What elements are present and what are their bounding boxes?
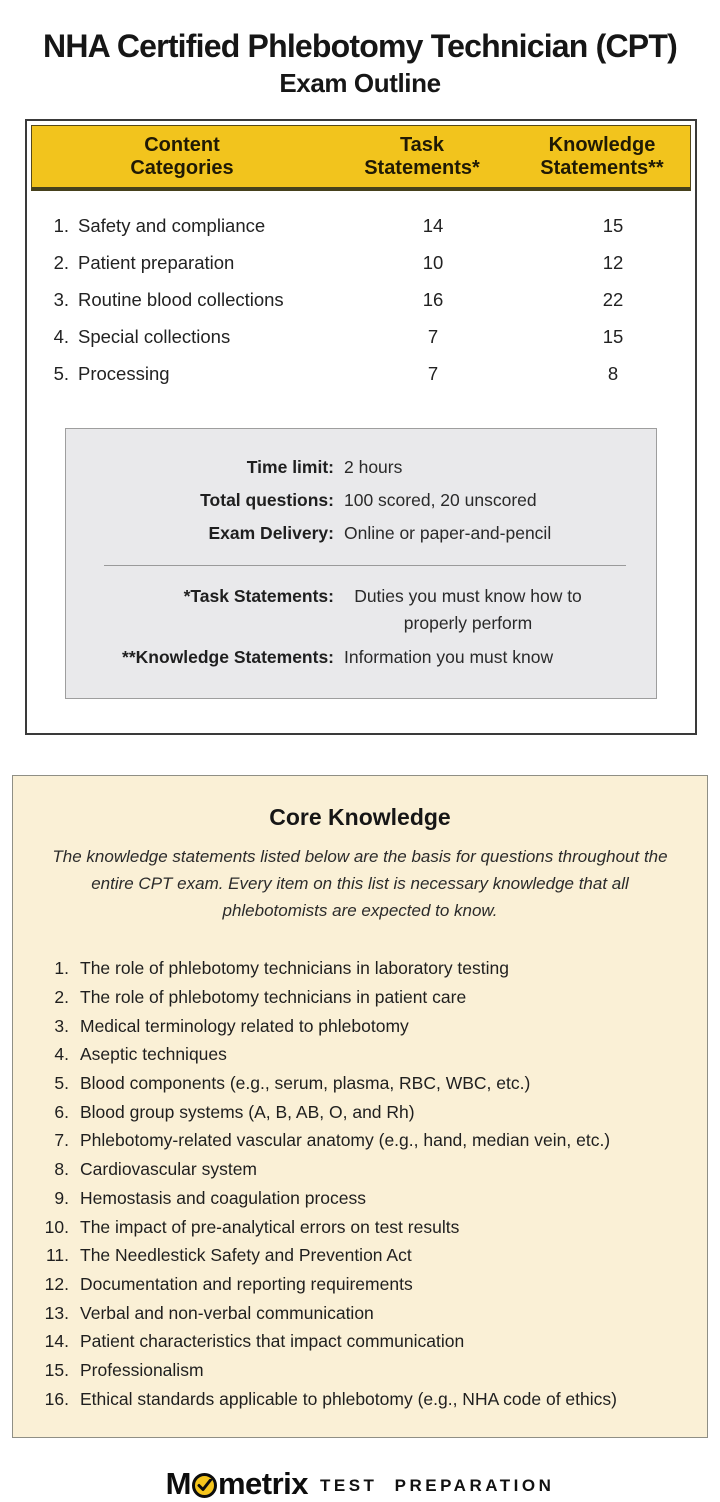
category-cell bbox=[43, 363, 343, 385]
footnote-row bbox=[66, 644, 656, 671]
item-number: 13. bbox=[44, 1302, 69, 1323]
column-header-label: Task Statements* bbox=[364, 133, 480, 179]
item-text: Patient characteristics that impact communication bbox=[80, 1331, 465, 1352]
list-item bbox=[13, 1299, 707, 1328]
category-label: Safety and compliance bbox=[78, 214, 266, 236]
footnote-label: **Knowledge Statements: bbox=[122, 647, 334, 668]
item-number: 4. bbox=[54, 1044, 69, 1065]
fact-row bbox=[66, 517, 656, 550]
list-item bbox=[13, 1385, 707, 1414]
item-text: Professionalism bbox=[80, 1360, 204, 1381]
footnote-value: Duties you must know how to properly perform bbox=[354, 586, 582, 634]
item-number: 11. bbox=[45, 1245, 69, 1266]
item-number: 16. bbox=[44, 1388, 69, 1409]
knowledge-count: 12 bbox=[602, 251, 624, 273]
mometrix-logo bbox=[0, 1466, 720, 1502]
footnote-row bbox=[66, 583, 656, 637]
exam-outline-table bbox=[25, 119, 697, 735]
list-item bbox=[13, 1012, 707, 1041]
item-text: Blood group systems (A, B, AB, O, and Rh) bbox=[80, 1101, 415, 1122]
category-cell bbox=[43, 252, 343, 274]
knowledge-count: 15 bbox=[602, 214, 624, 236]
fact-value: 2 hours bbox=[344, 457, 403, 478]
column-header-knowledge-statements bbox=[512, 134, 692, 180]
task-count: 7 bbox=[427, 325, 439, 347]
category-cell bbox=[43, 326, 343, 348]
column-header-label: Content Categories bbox=[130, 133, 234, 179]
table-row bbox=[27, 318, 695, 355]
table-body bbox=[27, 191, 695, 402]
page-header bbox=[0, 0, 720, 99]
item-number: 1. bbox=[54, 958, 69, 979]
list-item bbox=[13, 954, 707, 983]
brand-rest: metrix bbox=[217, 1466, 308, 1502]
category-cell bbox=[43, 215, 343, 237]
fact-value: 100 scored, 20 unscored bbox=[344, 490, 537, 511]
list-item bbox=[13, 1356, 707, 1385]
row-number: 1. bbox=[53, 214, 69, 236]
knowledge-count: 8 bbox=[607, 362, 619, 384]
list-item bbox=[13, 1184, 707, 1213]
item-text: Cardiovascular system bbox=[80, 1159, 257, 1180]
item-number: 14. bbox=[44, 1331, 69, 1352]
brand-m: M bbox=[165, 1466, 191, 1502]
fact-label: Total questions: bbox=[200, 490, 334, 511]
table-row bbox=[27, 281, 695, 318]
row-number: 4. bbox=[53, 325, 69, 347]
column-header-content-categories bbox=[32, 134, 332, 180]
brand-wordmark bbox=[166, 1466, 308, 1502]
task-count: 7 bbox=[427, 362, 439, 384]
item-text: Aseptic techniques bbox=[80, 1044, 227, 1065]
brand-tagline: TEST PREPARATION bbox=[319, 1475, 555, 1495]
divider bbox=[104, 565, 626, 566]
item-number: 12. bbox=[44, 1273, 69, 1294]
footnote-value: Information you must know bbox=[344, 647, 554, 668]
column-header-task-statements bbox=[332, 134, 512, 180]
fact-label: Time limit: bbox=[246, 457, 334, 478]
knowledge-count: 15 bbox=[602, 325, 624, 347]
row-number: 2. bbox=[53, 251, 69, 273]
item-number: 6. bbox=[54, 1101, 69, 1122]
page-title: NHA Certified Phlebotomy Technician (CPT) bbox=[43, 28, 677, 64]
item-text: Documentation and reporting requirements bbox=[80, 1273, 413, 1294]
fact-row bbox=[66, 484, 656, 517]
table-row bbox=[27, 244, 695, 281]
item-text: Blood components (e.g., serum, plasma, RBC, WBC, etc.) bbox=[80, 1073, 531, 1093]
core-knowledge-section bbox=[12, 775, 708, 1438]
list-item bbox=[13, 983, 707, 1012]
item-number: 5. bbox=[54, 1073, 69, 1093]
knowledge-count: 22 bbox=[602, 288, 624, 310]
item-text: The Needlestick Safety and Prevention Act bbox=[80, 1245, 412, 1266]
core-knowledge-title: Core Knowledge bbox=[269, 804, 451, 831]
row-number: 5. bbox=[53, 362, 69, 384]
fact-value: Online or paper-and-pencil bbox=[344, 523, 552, 544]
item-text: The impact of pre-analytical errors on test results bbox=[80, 1216, 460, 1237]
exam-facts-box bbox=[65, 428, 657, 699]
category-cell bbox=[43, 289, 343, 311]
category-label: Special collections bbox=[78, 325, 231, 347]
fact-row bbox=[66, 451, 656, 484]
item-text: The role of phlebotomy technicians in patient care bbox=[80, 986, 467, 1007]
fact-label: Exam Delivery: bbox=[208, 523, 334, 544]
item-number: 8. bbox=[54, 1159, 69, 1180]
list-item bbox=[13, 1213, 707, 1242]
table-header-row bbox=[31, 125, 691, 191]
task-count: 10 bbox=[422, 251, 444, 273]
column-header-label: Knowledge Statements** bbox=[540, 133, 664, 179]
item-text: Hemostasis and coagulation process bbox=[80, 1187, 366, 1208]
page-subtitle: Exam Outline bbox=[279, 68, 441, 98]
footnote-label: *Task Statements: bbox=[183, 586, 334, 607]
item-number: 15. bbox=[44, 1360, 69, 1381]
core-knowledge-list bbox=[13, 954, 707, 1413]
item-number: 3. bbox=[54, 1015, 69, 1036]
list-item bbox=[13, 1040, 707, 1069]
item-number: 9. bbox=[54, 1187, 69, 1208]
list-item bbox=[13, 1126, 707, 1155]
table-row bbox=[27, 207, 695, 244]
row-number: 3. bbox=[53, 288, 69, 310]
list-item bbox=[13, 1327, 707, 1356]
list-item bbox=[13, 1270, 707, 1299]
list-item bbox=[13, 1241, 707, 1270]
category-label: Processing bbox=[78, 362, 170, 384]
item-text: Medical terminology related to phlebotomy bbox=[80, 1015, 409, 1036]
list-item bbox=[13, 1098, 707, 1127]
task-count: 14 bbox=[422, 214, 444, 236]
item-number: 10. bbox=[44, 1216, 69, 1237]
category-label: Patient preparation bbox=[78, 251, 235, 273]
task-count: 16 bbox=[422, 288, 444, 310]
item-text: Ethical standards applicable to phlebotomy (e.g., NHA code of ethics) bbox=[80, 1388, 617, 1409]
core-knowledge-intro: The knowledge statements listed below are the basis for questions throughout the entire CPT exam. Every item on this list is necessary knowledge that all phlebotomists are expected to know. bbox=[52, 847, 668, 921]
item-number: 2. bbox=[54, 986, 69, 1007]
item-text: Verbal and non-verbal communication bbox=[80, 1302, 374, 1323]
category-label: Routine blood collections bbox=[78, 288, 284, 310]
item-text: The role of phlebotomy technicians in laboratory testing bbox=[80, 958, 509, 979]
check-icon bbox=[192, 1473, 217, 1498]
item-text: Phlebotomy-related vascular anatomy (e.g., hand, median vein, etc.) bbox=[80, 1130, 611, 1151]
list-item bbox=[13, 1155, 707, 1184]
item-number: 7. bbox=[54, 1130, 69, 1151]
list-item bbox=[13, 1069, 707, 1098]
table-row bbox=[27, 355, 695, 392]
